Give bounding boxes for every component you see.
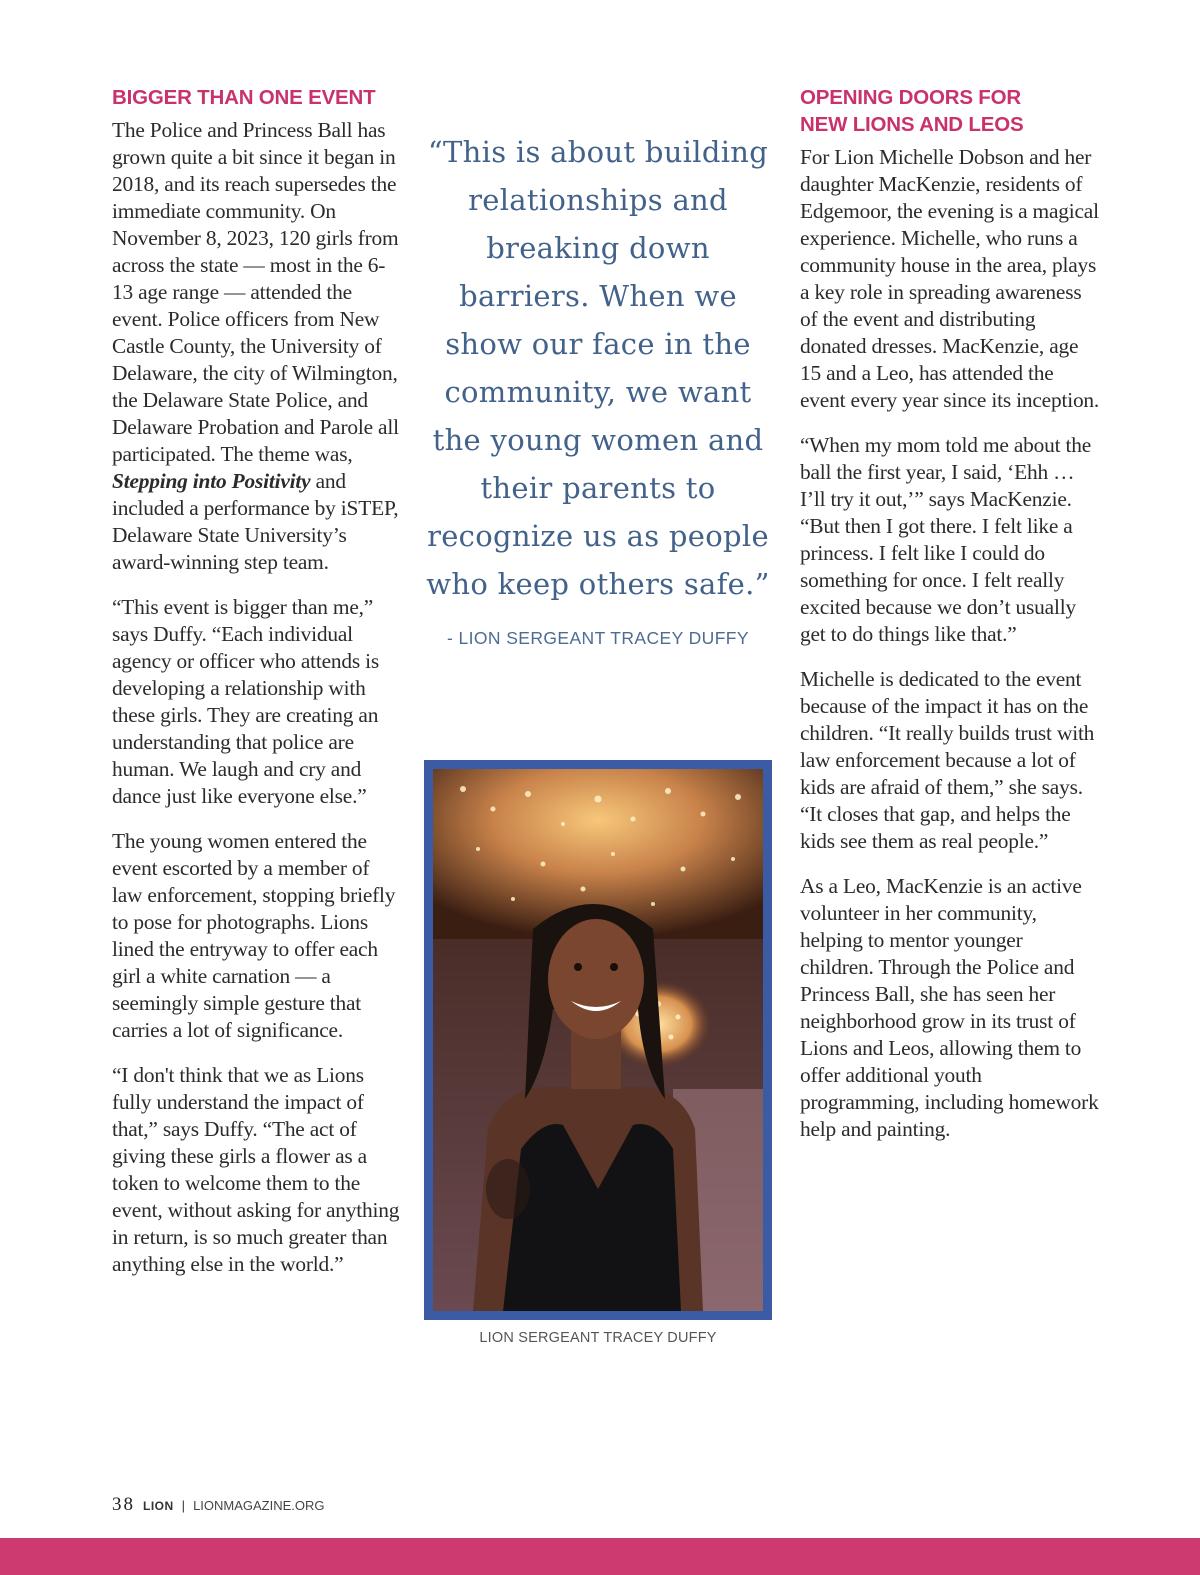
footer-separator: |: [181, 1498, 186, 1513]
page-number: 38: [112, 1494, 135, 1515]
quote-attribution: - LION SERGEANT TRACEY DUFFY: [447, 628, 749, 648]
theme-title: Stepping into Positivity: [112, 469, 311, 493]
left-paragraph-1: [112, 117, 402, 576]
page-footer: [112, 1494, 325, 1516]
right-paragraph-2: “When my mom told me about the ball the first year, I said, ‘Ehh … I’ll try it out,’” says MacKenzie. “But then I got there. I felt like a princess. I felt like I could do something for once. I felt really excited because we don’t usually get to do things like that.”: [800, 433, 1092, 646]
bottom-color-bar: [0, 1538, 1200, 1575]
left-column: [112, 84, 402, 1278]
photo-caption: LION SERGEANT TRACEY DUFFY: [479, 1330, 717, 1346]
section-heading-opening-doors: OPENING DOORS FOR NEW LIONS AND LEOS: [800, 86, 1024, 136]
portrait-illustration: [433, 769, 763, 1311]
right-column: [800, 84, 1100, 1143]
pull-quote: “This is about building relationships and breaking down barriers. When we show our face in the community, we want the young women and their parents to recognize us as people who keep others safe.”: [426, 135, 770, 601]
photo-frame: [424, 760, 772, 1320]
magazine-brand: LION: [143, 1499, 174, 1513]
left-paragraph-4: “I don't think that we as Lions fully understand the impact of that,” says Duffy. “The act of giving these girls a flower as a token to welcome them to the event, without asking for anything in return, is so much greater than anything else in the world.”: [112, 1063, 400, 1276]
left-paragraph-1-tail: and included a performance by iSTEP, Delaware State University’s award-winning step team.: [112, 469, 399, 574]
left-paragraph-1-text: The Police and Princess Ball has grown quite a bit since it began in 2018, and its reach supersedes the immediate community. On November 8, 2023, 120 girls from across the state — most in the 6-13 age range — attended the event. Police officers from New Castle County, the University of Delaware, the city of Wilmington, the Delaware State Police, and Delaware Probation and Parole all participated. The theme was,: [112, 118, 399, 466]
left-paragraph-3: The young women entered the event escorted by a member of law enforcement, stopping briefly to pose for photographs. Lions lined the entryway to offer each girl a white carnation — a seemingly simple gesture that carries a lot of significance.: [112, 829, 396, 1042]
magazine-website-link[interactable]: LIONMAGAZINE.ORG: [193, 1498, 325, 1513]
photo-lion-sergeant-tracey-duffy: [433, 769, 763, 1311]
section-heading-bigger-than-one-event: BIGGER THAN ONE EVENT: [112, 86, 376, 109]
right-paragraph-3: Michelle is dedicated to the event because of the impact it has on the children. “It really builds trust with law enforcement because a lot of kids are afraid of them,” she says. “It closes that gap, and helps the kids see them as real people.”: [800, 667, 1095, 853]
right-paragraph-4: As a Leo, MacKenzie is an active volunteer in her community, helping to mentor younger children. Through the Police and Princess Ball, she has seen her neighborhood grow in its trust of Lions and Leos, allowing them to offer additional youth programming, including homework help and painting.: [800, 874, 1099, 1141]
left-paragraph-2: “This event is bigger than me,” says Duffy. “Each individual agency or officer who attends is developing a relationship with these girls. They are creating an understanding that police are human. We laugh and cry and dance just like everyone else.”: [112, 595, 380, 808]
right-paragraph-1: For Lion Michelle Dobson and her daughter MacKenzie, residents of Edgemoor, the evening is a magical experience. Michelle, who runs a community house in the area, plays a key role in spreading awareness of the event and distributing donated dresses. MacKenzie, age 15 and a Leo, has attended the event every year since its inception.: [800, 145, 1100, 412]
middle-column: [424, 84, 772, 1346]
